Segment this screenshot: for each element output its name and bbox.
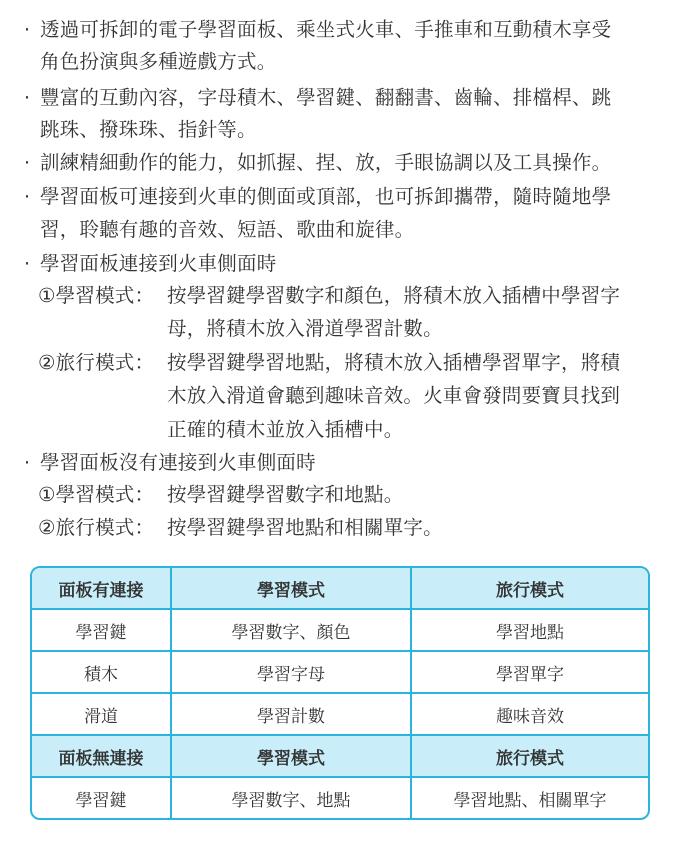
table-row (32, 694, 648, 736)
text-line: 按學習鍵學習數字和顏色，將積木放入插槽中學習字 (167, 284, 621, 307)
table-cell: 學習字母 (172, 652, 412, 694)
table-cell: 學習鍵 (32, 778, 172, 818)
table-cell: 積木 (32, 652, 172, 694)
table-cell: 旅行模式 (412, 736, 648, 778)
table-cell: 學習單字 (412, 652, 648, 694)
bullet-icon: · (24, 452, 31, 474)
bullet-icon: · (24, 186, 31, 208)
table-cell: 趣味音效 (412, 694, 648, 736)
table-cell: 學習地點 (412, 610, 648, 652)
text-line: 透過可拆卸的電子學習面板、乘坐式火車、手推車和互動積木享受 (40, 18, 612, 41)
text-line: 訓練精細動作的能力，如抓握、捏、放，手眼協調以及工具操作。 (40, 151, 612, 174)
table-row (32, 652, 648, 694)
table-cell: 面板無連接 (32, 736, 172, 778)
table-cell: 學習數字、地點 (172, 778, 412, 818)
table-row (32, 778, 648, 818)
bullet-icon: · (24, 19, 31, 41)
table-cell: 學習模式 (172, 568, 412, 610)
table-cell: 學習數字、顏色 (172, 610, 412, 652)
text-line: 按學習鍵學習地點，將積木放入插槽學習單字，將積 (167, 351, 621, 374)
mode-label: ②旅行模式： (38, 516, 155, 539)
text-line: 按學習鍵學習地點和相關單字。 (167, 516, 443, 539)
text-line: 學習面板連接到火車側面時 (40, 252, 277, 275)
table-cell: 學習鍵 (32, 610, 172, 652)
text-line: 角色扮演與多種遊戲方式。 (40, 50, 277, 73)
text-line: 習，聆聽有趣的音效、短語、歌曲和旋律。 (40, 218, 415, 241)
mode-table (30, 566, 650, 820)
table-cell: 學習模式 (172, 736, 412, 778)
table-cell: 旅行模式 (412, 568, 648, 610)
text-line: 按學習鍵學習數字和地點。 (167, 483, 404, 506)
table-cell: 面板有連接 (32, 568, 172, 610)
text-line: 學習面板沒有連接到火車側面時 (40, 451, 316, 474)
text-line: 正確的積木並放入插槽中。 (167, 418, 404, 441)
mode-label: ①學習模式： (38, 483, 155, 506)
text-line: 木放入滑道會聽到趣味音效。火車會發問要寶貝找到 (167, 384, 621, 407)
bullet-icon: · (24, 87, 31, 109)
text-line: 跳珠、撥珠珠、指針等。 (40, 118, 257, 141)
table-cell: 學習計數 (172, 694, 412, 736)
mode-label: ①學習模式： (38, 284, 155, 307)
table-header-row (32, 568, 648, 610)
bullet-icon: · (24, 152, 31, 174)
table-cell: 滑道 (32, 694, 172, 736)
table-cell: 學習地點、相關單字 (453, 790, 607, 811)
text-line: 豐富的互動內容，字母積木、學習鍵、翻翻書、齒輪、排檔桿、跳 (40, 86, 612, 109)
table-row (32, 610, 648, 652)
bullet-icon: · (24, 253, 31, 275)
text-line: 學習面板可連接到火車的側面或頂部，也可拆卸攜帶，隨時隨地學 (40, 185, 612, 208)
mode-label: ②旅行模式： (38, 351, 155, 374)
text-line: 母，將積木放入滑道學習計數。 (167, 317, 443, 340)
table-header-row (32, 736, 648, 778)
